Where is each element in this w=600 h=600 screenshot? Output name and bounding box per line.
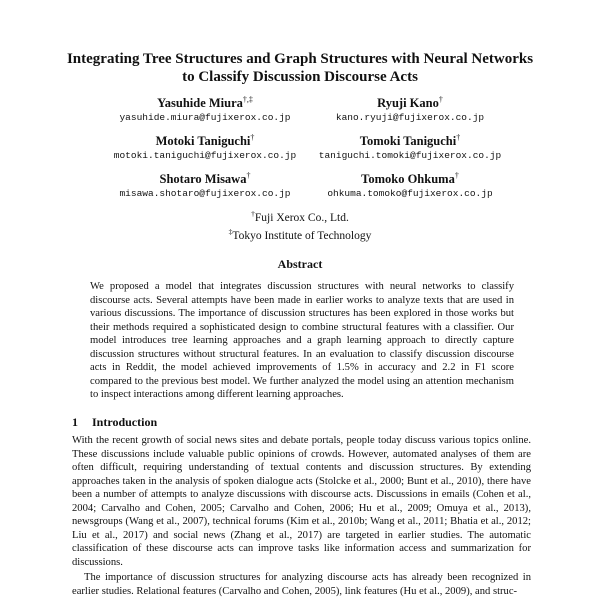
- section-body: [72, 434, 531, 598]
- author-name: Shotaro Misawa: [159, 172, 247, 187]
- author-name: Motoki Taniguchi: [155, 134, 251, 149]
- author-6: [290, 168, 530, 201]
- paper-title: [40, 50, 560, 86]
- affiliation-mark: ‡: [228, 226, 233, 236]
- author-email: taniguchi.tomoki@fujixerox.co.jp: [318, 150, 502, 162]
- affiliation-text: Fuji Xerox Co., Ltd.: [254, 211, 349, 224]
- affiliation-2: [0, 225, 600, 243]
- affiliation-text: Tokyo Institute of Technology: [232, 229, 372, 242]
- author-5: [85, 168, 325, 201]
- title-line-1: Integrating Tree Structures and Graph Structures with Neural Networks: [66, 51, 534, 67]
- author-1: [85, 92, 325, 125]
- author-2: [290, 92, 530, 125]
- affiliations: [0, 207, 600, 243]
- author-email: motoki.taniguchi@fujixerox.co.jp: [113, 150, 297, 162]
- section-title: Introduction: [92, 415, 158, 429]
- affiliation-1: [0, 207, 600, 225]
- abstract-heading: Abstract: [277, 257, 323, 271]
- author-4: [290, 130, 530, 163]
- author-mark: †: [456, 133, 461, 142]
- author-name: Ryuji Kano: [377, 96, 439, 111]
- author-block: [0, 92, 600, 200]
- section-number: 1: [72, 415, 78, 429]
- author-email: misawa.shotaro@fujixerox.co.jp: [119, 188, 291, 200]
- author-email: ohkuma.tomoko@fujixerox.co.jp: [327, 188, 493, 200]
- author-name: Yasuhide Miura: [157, 96, 243, 111]
- paragraph-1: With the recent growth of social news sites and debate portals, people today discuss various topics online. These discussions include valuable public opinions of crowds. However, automated analyses of them are often difficult, requiring understanding of textual contents and discussion structures. By extending approaches taken in the analysis of spoken dialogue acts (Stolcke et al., 2000; Bunt et al., 2010), there have been a number of attempts to analyze discussions with discourse acts. Discussions in emails (Cohen et al., 2004; Carvalho and Cohen, 2005; Carvalho and Cohen, 2006; Hu et al., 2009; Omuya et al., 2013), newsgroups (Wang et al., 2007), technical forums (Kim et al., 2010b; Wang et al., 2011; Bhatia et al., 2012; Liu et al., 2017) and social news (Zhang et al., 2017) are targeted in earlier studies. The automatic classification of these discourse acts can improve tasks like information access and summarization for discussions.: [72, 435, 531, 568]
- author-3: [85, 130, 325, 163]
- author-mark: †: [250, 133, 255, 142]
- section-heading: [72, 415, 157, 430]
- author-name: Tomoki Taniguchi: [359, 134, 457, 149]
- title-line-2: to Classify Discussion Discourse Acts: [182, 69, 418, 85]
- author-email: yasuhide.miura@fujixerox.co.jp: [119, 112, 291, 124]
- author-email: kano.ryuji@fujixerox.co.jp: [335, 112, 485, 124]
- author-mark: †: [454, 171, 459, 180]
- affiliation-mark: †: [251, 209, 255, 218]
- author-mark: †: [438, 95, 443, 104]
- author-mark: †,‡: [242, 95, 253, 104]
- abstract-text: We proposed a model that integrates discussion structures with neural networks to classify discourse acts. Several attempts have been made in earlier works to analyze texts that are used in various discussions. The importance of discussion structures has been explored in those works but their methods required a sophisticated design to combine structural features with a classifier. Our model introduces tree learning approaches and a graph learning approach to directly capture discussion structures without structural features. In an evaluation to classify discussion discourse acts in Reddit, the model achieved improvements of 1.5% in accuracy and 2.2 in F1 score compared to the previous best model. We further analyzed the model using an attention mechanism to inspect interactions among different learning approaches.: [90, 281, 514, 400]
- paragraph-2: The importance of discussion structures for analyzing discourse acts has already been recognized in earlier studies. Relational features (Carvalho and Cohen, 2005), link features (Hu et al., 2009), and struc-: [72, 572, 531, 597]
- author-name: Tomoko Ohkuma: [361, 172, 455, 187]
- author-mark: †: [246, 171, 251, 180]
